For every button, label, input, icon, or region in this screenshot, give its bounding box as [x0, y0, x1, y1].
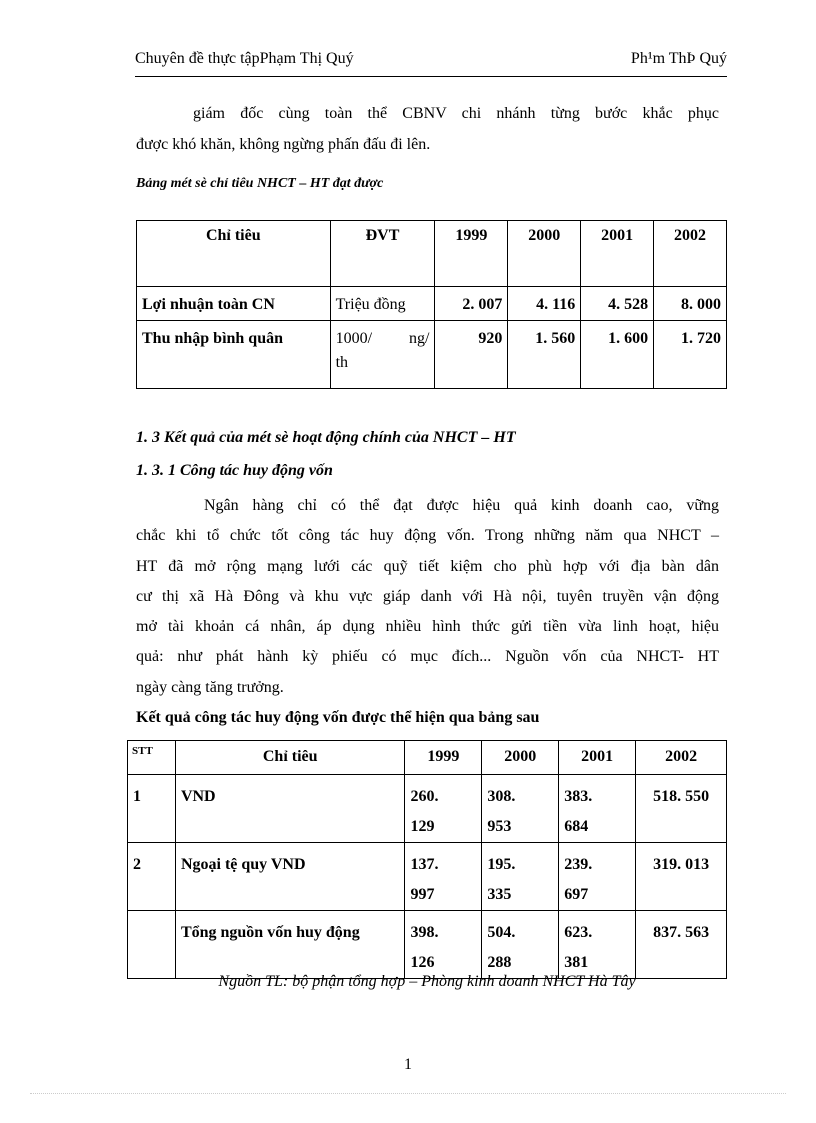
- intro-line-2: được khó khăn, không ngừng phấn đấu đi lên.: [136, 136, 431, 153]
- cell-1999: [405, 911, 482, 979]
- col-header-2002: 2002: [636, 741, 727, 775]
- value-part-1: 504.: [487, 924, 516, 941]
- body-line-1: Ngân hàng chỉ có thể đạt được hiệu quả kinh doanh cao, vững: [204, 497, 719, 514]
- cell-stt: [128, 911, 176, 979]
- cell-2001: 4. 528: [581, 287, 654, 321]
- cell-2000: 4. 116: [508, 287, 581, 321]
- cell-2000: [482, 843, 559, 911]
- cell-2001: 1. 600: [581, 321, 654, 389]
- row-label: Thu nhập bình quân: [137, 321, 331, 389]
- row-label: Tổng nguồn vốn huy động: [175, 911, 405, 979]
- table1-caption: Bảng mét sè chỉ tiêu NHCT – HT đạt được: [136, 176, 384, 191]
- value-part-1: 239.: [564, 856, 593, 873]
- header-author: Ph¹m ThÞ Quý: [630, 50, 727, 67]
- col-header-1999: 1999: [405, 741, 482, 775]
- value-part-1: 260.: [410, 788, 439, 805]
- col-header-2000: 2000: [482, 741, 559, 775]
- cell-2000: [482, 911, 559, 979]
- cell-stt: 2: [128, 843, 176, 911]
- body-line-2: chắc khi tổ chức tốt công tác huy động vốn. Trong những năm qua NHCT –: [136, 527, 719, 545]
- section-subheading: 1. 3. 1 Công tác huy động vốn: [136, 462, 333, 479]
- col-header-stt: STT: [128, 741, 176, 775]
- cell-1999: [405, 775, 482, 843]
- cell-1999: 920: [435, 321, 508, 389]
- cell-1999: [405, 843, 482, 911]
- col-header-2002: 2002: [654, 221, 727, 287]
- section-heading: 1. 3 Kết quả của mét sè hoạt động chính của NHCT – HT: [136, 429, 516, 446]
- cell-2001: [559, 843, 636, 911]
- value-part-2: 997: [410, 886, 435, 903]
- cell-2001: [559, 775, 636, 843]
- body-line-3: HT đã mở rộng mạng lưới các quỹ tiết kiệm cho phù hợp với địa bàn dân: [136, 557, 719, 575]
- value-part-2: 684: [564, 818, 589, 835]
- value-part-2: 697: [564, 886, 589, 903]
- cell-2002: 518. 550: [636, 775, 727, 843]
- col-header-2001: 2001: [581, 221, 654, 287]
- cell-stt: 1: [128, 775, 176, 843]
- body-line-7: ngày càng tăng trưởng.: [136, 678, 284, 696]
- unit-line-1: 1000/ ng/: [335, 330, 430, 347]
- intro-paragraph: [136, 98, 719, 160]
- col-header-2001: 2001: [559, 741, 636, 775]
- cell-2000: [482, 775, 559, 843]
- table2-caption: Kết quả công tác huy động vốn được thể hiện qua bảng sau: [136, 709, 540, 726]
- row-label: Lợi nhuận toàn CN: [137, 287, 331, 321]
- body-line-4: cư thị xã Hà Đông và khu vực giáp danh với Hà nội, tuyên truyền vận động: [136, 587, 719, 605]
- row-label: VND: [175, 775, 405, 843]
- value-part-2: 953: [487, 818, 512, 835]
- indicators-table: [136, 220, 727, 389]
- value-part-1: 308.: [487, 788, 516, 805]
- table-row: [128, 911, 727, 979]
- row-unit: [330, 321, 435, 389]
- value-part-2: 126: [410, 954, 435, 971]
- section-body: [136, 491, 719, 703]
- cell-2002: 1. 720: [654, 321, 727, 389]
- value-part-1: 195.: [487, 856, 516, 873]
- table-row: [128, 843, 727, 911]
- cell-1999: 2. 007: [435, 287, 508, 321]
- value-part-2: 381: [564, 954, 589, 971]
- table-row: [137, 287, 727, 321]
- cell-2002: 8. 000: [654, 287, 727, 321]
- row-unit: Triệu đồng: [330, 287, 435, 321]
- col-header-indicator: Chỉ tiêu: [175, 741, 405, 775]
- col-header-unit: ĐVT: [330, 221, 435, 287]
- cell-2001: [559, 911, 636, 979]
- value-part-2: 288: [487, 954, 512, 971]
- value-part-1: 398.: [410, 924, 439, 941]
- col-header-indicator: Chỉ tiêu: [137, 221, 331, 287]
- page-number: 1: [404, 1056, 412, 1073]
- table-row: [137, 321, 727, 389]
- cell-2002: 319. 013: [636, 843, 727, 911]
- value-part-2: 335: [487, 886, 512, 903]
- table-row: [128, 775, 727, 843]
- table-header-row: [137, 221, 727, 287]
- intro-line-1: giám đốc cùng toàn thể CBNV chi nhánh từng bước khắc phục: [193, 105, 719, 122]
- row-label: Ngoại tệ quy VND: [175, 843, 405, 911]
- capital-mobilization-table: [127, 740, 727, 979]
- value-part-1: 137.: [410, 856, 439, 873]
- body-line-6: quả: như phát hành kỳ phiếu có mục đích... Nguồn vốn của NHCT- HT: [136, 648, 719, 666]
- value-part-1: 383.: [564, 788, 593, 805]
- cell-2000: 1. 560: [508, 321, 581, 389]
- page-header: [135, 50, 727, 77]
- table2-source: Nguồn TL: bộ phận tổng hợp – Phòng kinh doanh NHCT Hà Tây: [218, 973, 636, 990]
- value-part-1: 623.: [564, 924, 593, 941]
- value-part-2: 129: [410, 818, 435, 835]
- body-line-5: mở tài khoản cá nhân, áp dụng nhiều hình thức gửi tiền vừa linh hoạt, hiệu: [136, 618, 719, 636]
- table-header-row: [128, 741, 727, 775]
- unit-line-2: th: [335, 354, 349, 371]
- header-left-title: Chuyên đề thực tậpPhạm Thị Quý: [135, 50, 354, 67]
- cell-2002: 837. 563: [636, 911, 727, 979]
- col-header-1999: 1999: [435, 221, 508, 287]
- footer-divider: [30, 1093, 786, 1094]
- col-header-2000: 2000: [508, 221, 581, 287]
